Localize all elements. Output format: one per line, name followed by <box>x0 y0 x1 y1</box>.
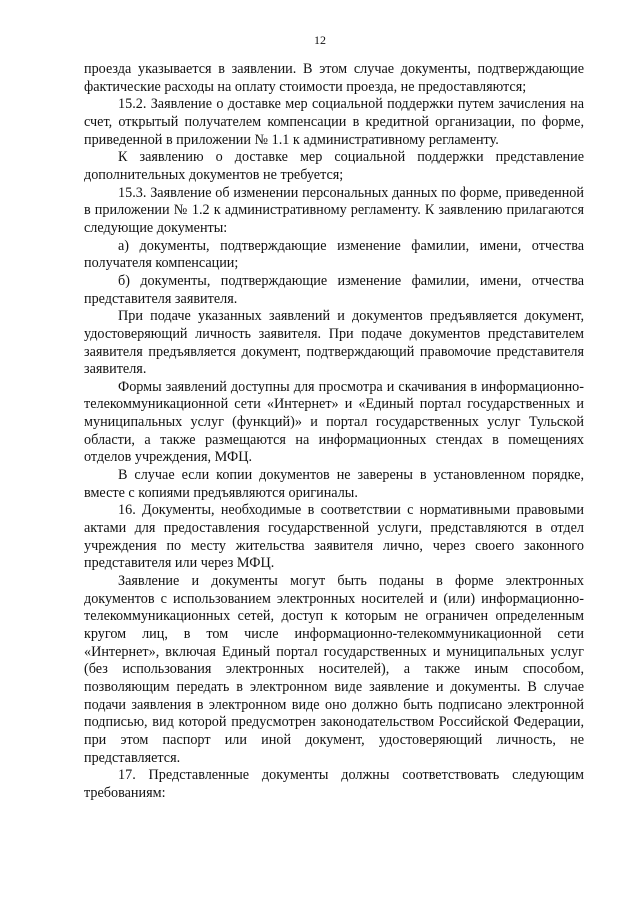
paragraph: При подаче указанных заявлений и документов предъявляется документ, удостоверяющий личность заявителя. При подаче документов представителем заявителя предъявляется документ, подтверждающий правомочие представителя заявителя. <box>84 308 584 378</box>
paragraph: Заявление и документы могут быть поданы в форме электронных документов с использованием электронных носителей и (или) информационно-телекоммуникационных сетей, доступ к которым не ограничен определенным кругом лиц, в том числе информационно-телекоммуникационной сети «Интернет», включая Единый портал государственных и муниципальных услуг (без использования электронных носителей), а также иным способом, позволяющим передать в электронном виде заявление и документы. В случае подачи заявления в электронном виде оно должно быть подписано электронной подписью, вид которой предусмотрен законодательством Российской Федерации, при этом паспорт или иной документ, удостоверяющий личность, не представляется. <box>84 573 584 766</box>
paragraph: К заявлению о доставке мер социальной поддержки представление дополнительных документов не требуется; <box>84 149 584 183</box>
document-body <box>84 61 584 803</box>
paragraph: 17. Представленные документы должны соответствовать следующим требованиям: <box>84 767 584 801</box>
paragraph: проезда указывается в заявлении. В этом случае документы, подтверждающие фактические расходы на оплату стоимости проезда, не предоставляются; <box>84 61 584 95</box>
paragraph: а) документы, подтверждающие изменение фамилии, имени, отчества получателя компенсации; <box>84 237 584 272</box>
paragraph: 15.2. Заявление о доставке мер социальной поддержки путем зачисления на счет, открытый получателем компенсации в кредитной организации, по форме, приведенной в приложении № 1.1 к административному регламенту. <box>84 96 584 148</box>
page-number: 12 <box>314 33 326 47</box>
paragraph: В случае если копии документов не заверены в установленном порядке, вместе с копиями предъявляются оригиналы. <box>84 467 584 501</box>
paragraph: б) документы, подтверждающие изменение фамилии, имени, отчества представителя заявителя. <box>84 272 584 307</box>
paragraph: Формы заявлений доступны для просмотра и скачивания в информационно-телекоммуникационной сети «Интернет» и «Единый портал государственных и муниципальных услуг (функций)» и портал государственных услуг Тульской области, а также размещаются на информационных стендах в помещениях отделов учреждения, МФЦ. <box>84 378 584 466</box>
paragraph: 16. Документы, необходимые в соответствии с нормативными правовыми актами для предоставления государственной услуги, представляются в отдел учреждения по месту жительства заявителя лично, через своего законного представителя или через МФЦ. <box>84 502 584 572</box>
paragraph: 15.3. Заявление об изменении персональных данных по форме, приведенной в приложении № 1.2 к административному регламенту. К заявлению прилагаются следующие документы: <box>84 184 584 236</box>
